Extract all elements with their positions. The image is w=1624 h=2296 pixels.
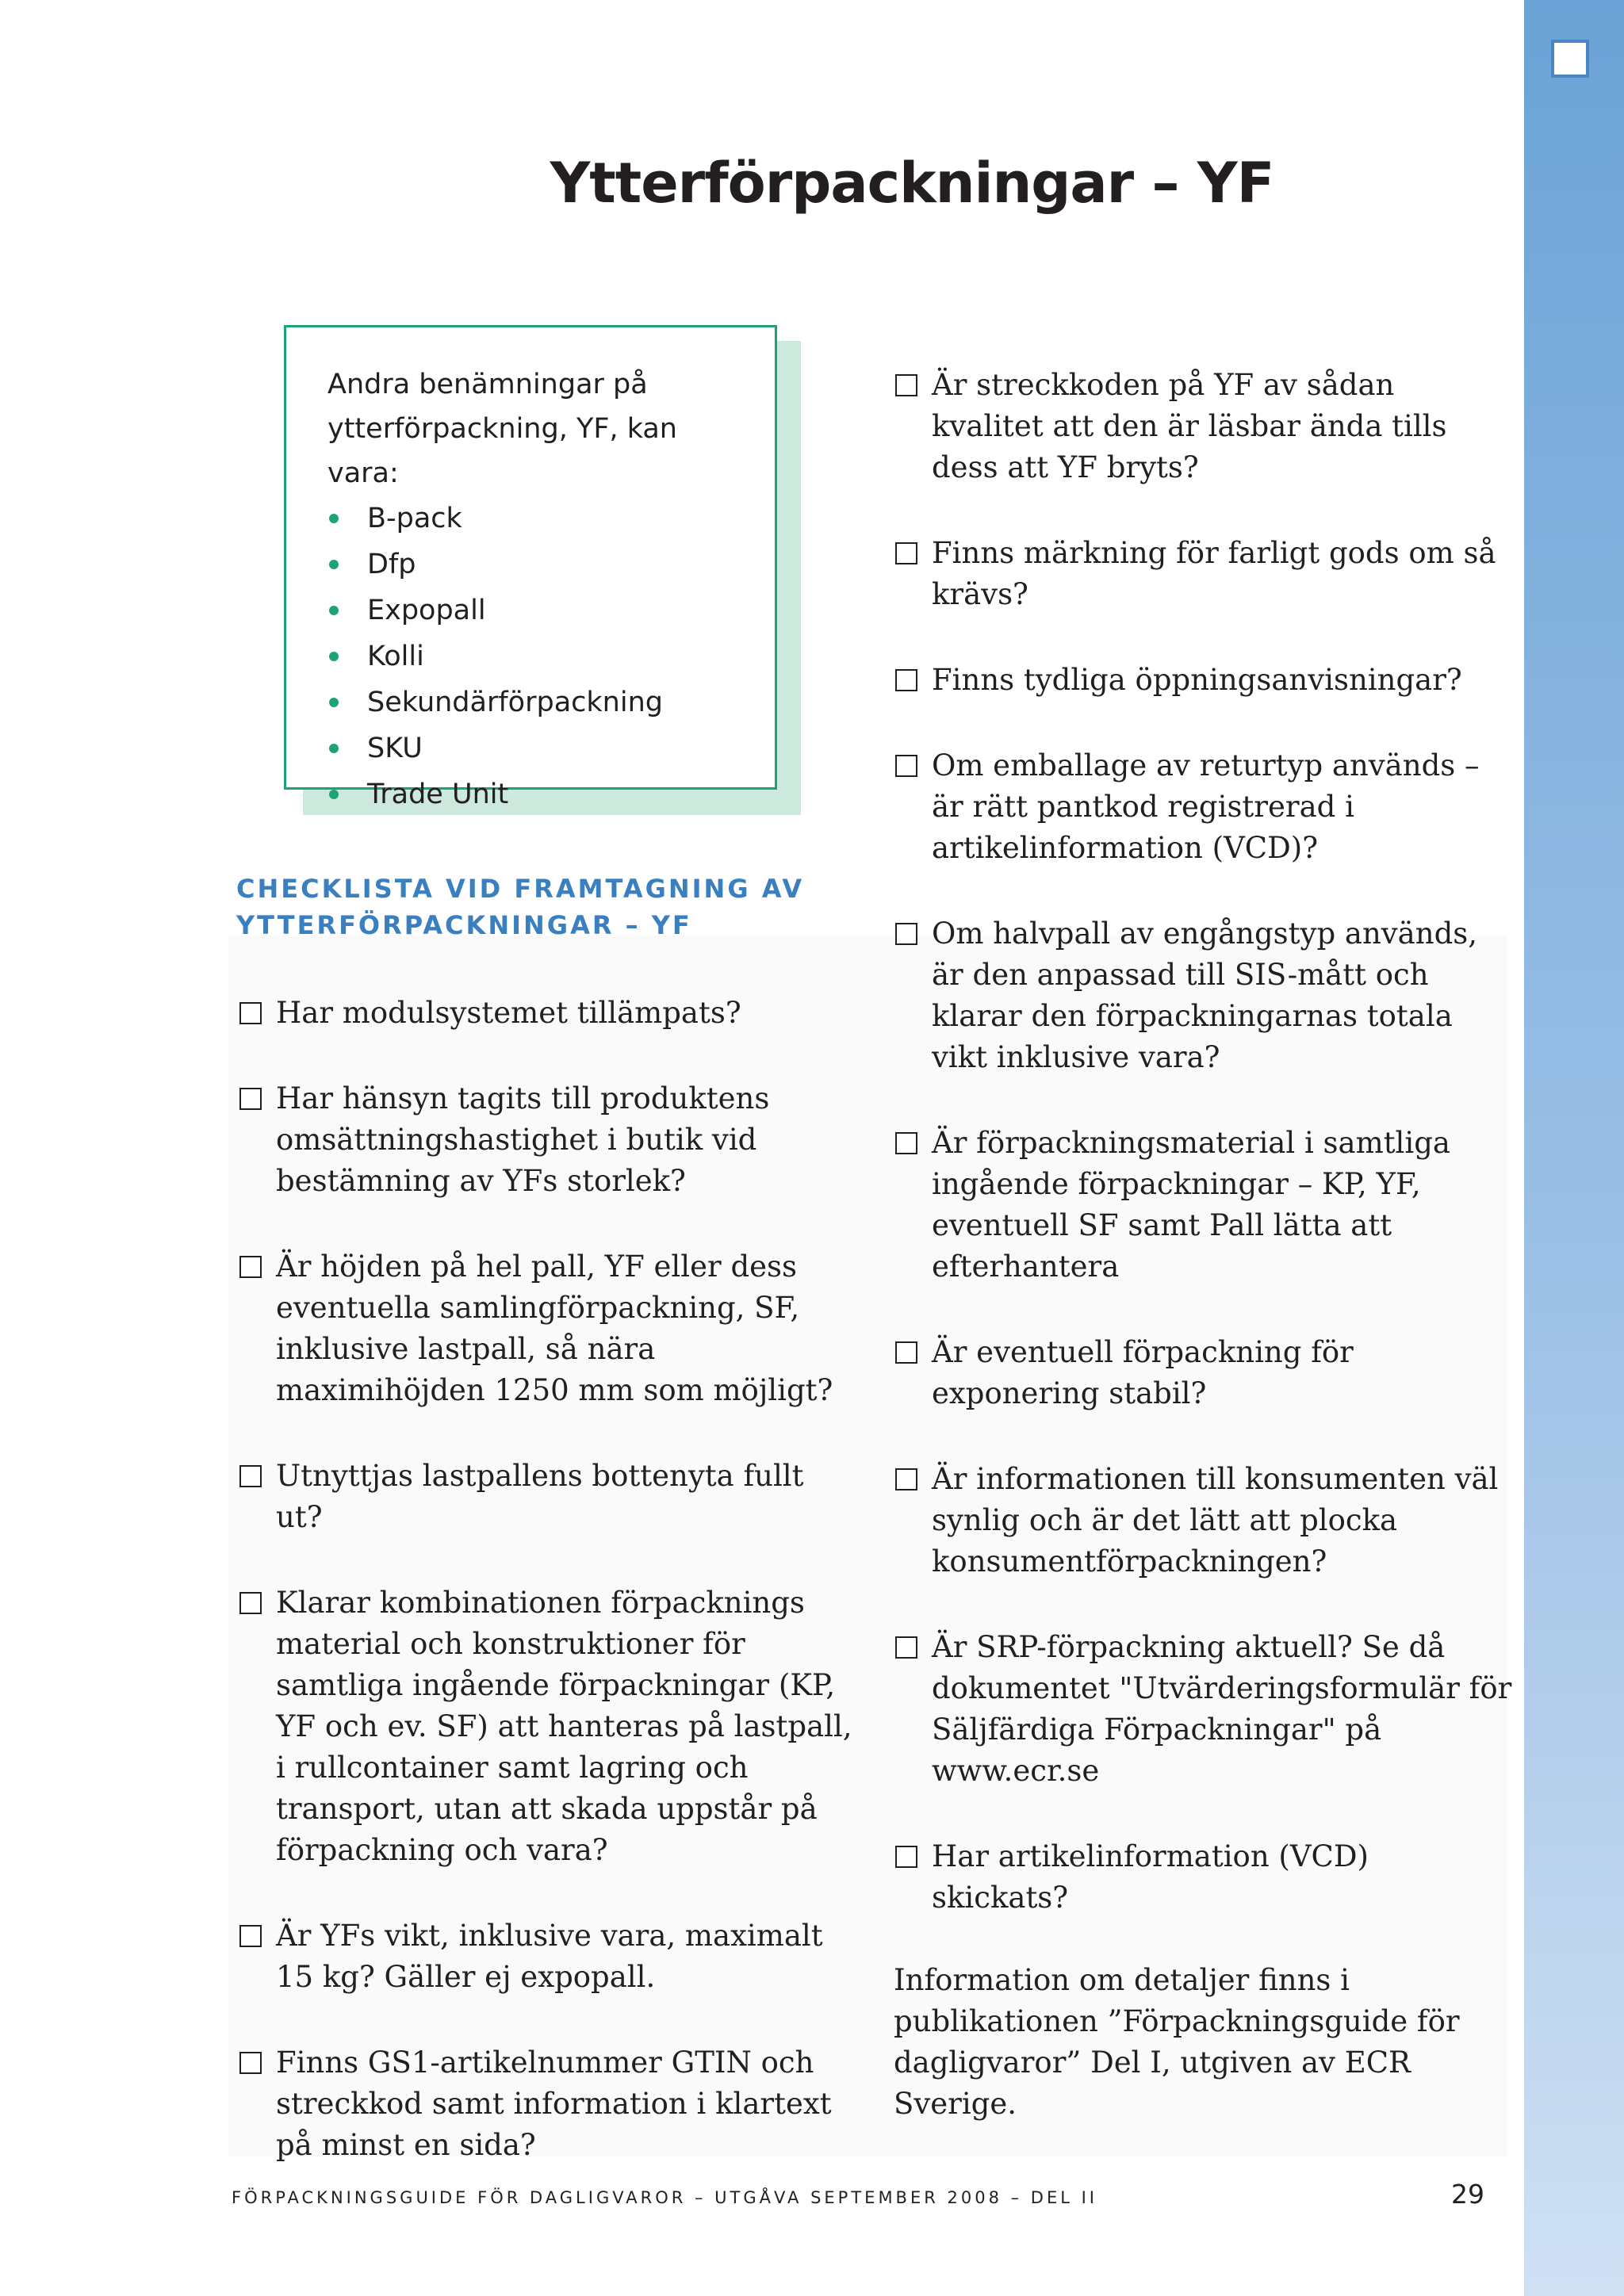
checklist-item: Har modulsystemet tillämpats? (238, 993, 856, 1034)
checklist-item: Om halvpall av engångstyp används, är den anpassad till SIS-mått och klarar den förpackningarnas totala vikt inklusive vara? (894, 913, 1512, 1078)
checkbox-icon[interactable] (239, 1088, 262, 1110)
checkbox-icon[interactable] (895, 923, 917, 945)
checkbox-icon[interactable] (895, 1468, 917, 1490)
checkbox-icon[interactable] (895, 755, 917, 777)
names-list-item: Expopall (327, 587, 743, 633)
names-list-item: Kolli (327, 633, 743, 679)
bullet-icon (329, 560, 339, 569)
checklist-left-column (238, 993, 856, 2210)
checkbox-icon[interactable] (895, 1636, 917, 1659)
publication-info: Information om detaljer finns i publikationen ”Förpackningsguide för dagligvaror” Del I, utgiven av ECR Sverige. (894, 1963, 1460, 2121)
checklist-item: Finns märkning för farligt gods om så krävs? (894, 533, 1512, 615)
checklist-item: Finns tydliga öppningsanvisningar? (894, 660, 1512, 701)
names-list-item: Trade Unit (327, 771, 743, 817)
checkbox-icon[interactable] (895, 374, 917, 396)
bullet-icon (329, 514, 339, 523)
checklist-item: Har hänsyn tagits till produktens omsättningshastighet i butik vid bestämning av YFs storlek? (238, 1078, 856, 1202)
checkbox-icon[interactable] (239, 1925, 262, 1947)
names-list-item: Sekundärförpackning (327, 679, 743, 725)
names-list-item: B-pack (327, 496, 743, 541)
checklist-item: Är streckkoden på YF av sådan kvalitet att den är läsbar ända tills dess att YF bryts? (894, 365, 1512, 488)
names-box-intro: Andra benämningar på ytterförpackning, YF, kan vara: (327, 369, 677, 489)
checkbox-icon[interactable] (239, 2052, 262, 2074)
names-list-item: SKU (327, 725, 743, 771)
checklist-heading: CHECKLISTA VID FRAMTAGNING AV YTTERFÖRPACKNINGAR – YF (236, 874, 805, 940)
checkbox-icon[interactable] (239, 1592, 262, 1614)
names-list (327, 496, 743, 817)
checklist-item: Har artikelinformation (VCD) skickats? (894, 1836, 1512, 1919)
footer-publication-line: FÖRPACKNINGSGUIDE FÖR DAGLIGVAROR – UTGÅVA SEPTEMBER 2008 – DEL II (232, 2188, 1097, 2207)
checkbox-icon[interactable] (895, 542, 917, 564)
checkbox-icon[interactable] (895, 1341, 917, 1364)
checkbox-icon[interactable] (895, 1132, 917, 1154)
checklist-item: Klarar kombinationen förpacknings material och konstruktioner för samtliga ingående förpackningar (KP, YF och ev. SF) att hanteras på lastpall, i rullcontainer samt lagring och transport, utan att skada uppstår på förpackning och vara? (238, 1582, 856, 1871)
checklist-item: Finns GS1-artikelnummer GTIN och streckkod samt information i klartext på minst en sida? (238, 2042, 856, 2166)
checkbox-icon[interactable] (239, 1465, 262, 1487)
checklist-item: Om emballage av returtyp används – är rätt pantkod registrerad i artikelinformation (VCD)? (894, 745, 1512, 869)
checklist-item: Utnyttjas lastpallens bottenyta fullt ut? (238, 1456, 856, 1538)
alternative-names-box (284, 325, 777, 810)
checklist-item: Är YFs vikt, inklusive vara, maximalt 15 kg? Gäller ej expopall. (238, 1915, 856, 1998)
checklist-item: Är informationen till konsumenten väl synlig och är det lätt att plocka konsumentförpackningen? (894, 1459, 1512, 1582)
bullet-icon (329, 698, 339, 707)
names-list-item: Dfp (327, 541, 743, 587)
page-number: 29 (1451, 2179, 1484, 2210)
checklist-item: Är eventuell förpackning för exponering stabil? (894, 1332, 1512, 1414)
bullet-icon (329, 652, 339, 661)
side-color-bar (1524, 0, 1624, 2296)
page-title: Ytterförpackningar – YF (550, 151, 1274, 216)
bullet-icon (329, 606, 339, 615)
checkbox-icon[interactable] (895, 669, 917, 691)
corner-square-icon (1551, 40, 1589, 78)
checkbox-icon[interactable] (239, 1002, 262, 1024)
checklist-item: Är förpackningsmaterial i samtliga ingående förpackningar – KP, YF, eventuell SF samt Pall lätta att efterhantera (894, 1123, 1512, 1288)
bullet-icon (329, 744, 339, 753)
checklist-right-column (894, 365, 1512, 2125)
bullet-icon (329, 790, 339, 799)
checklist-item: Är höjden på hel pall, YF eller dess eventuella samlingförpackning, SF, inklusive lastpall, så nära maximihöjden 1250 mm som möjligt? (238, 1246, 856, 1411)
checkbox-icon[interactable] (239, 1256, 262, 1278)
checkbox-icon[interactable] (895, 1846, 917, 1868)
checklist-item: Är SRP-förpackning aktuell? Se då dokumentet "Utvärderingsformulär för Säljfärdiga Förpackningar" på www.ecr.se (894, 1627, 1512, 1792)
